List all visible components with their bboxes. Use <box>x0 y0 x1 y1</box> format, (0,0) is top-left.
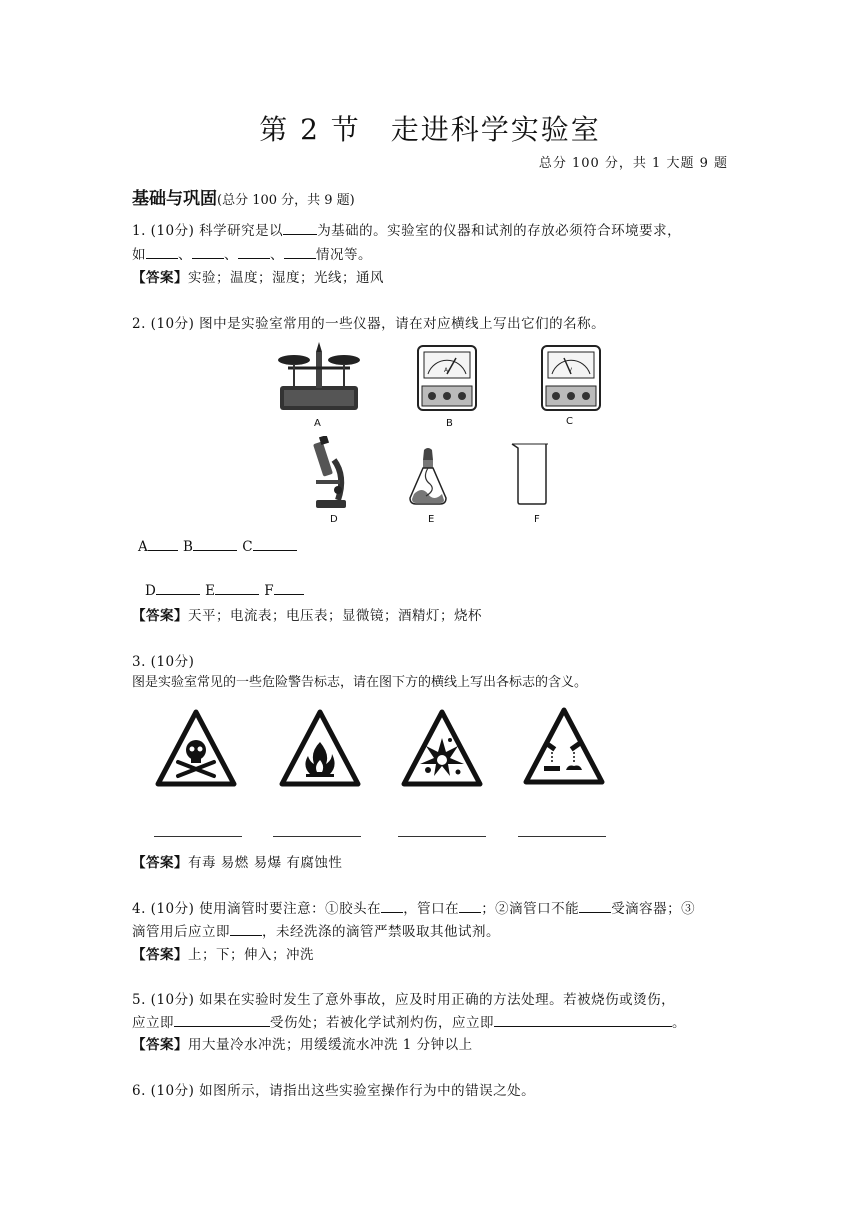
ammeter-figure <box>414 342 480 414</box>
beaker-figure <box>508 440 552 508</box>
figure-label: D <box>330 514 338 525</box>
blank[interactable] <box>148 538 178 551</box>
q1-line1: 1. (10分) 科学研究是以 为基础的。实验室的仪器和试剂的存放必须符合环境要求， <box>132 223 682 239</box>
section-subtitle: (总分 100 分，共 9 题) <box>217 193 355 208</box>
blank[interactable] <box>284 246 316 259</box>
blank[interactable] <box>174 1014 270 1027</box>
q3-instruction: 图是实验室常见的一些危险警告标志，请在图下方的横线上写出各标志的含义。 <box>132 675 588 690</box>
figure-label: B <box>446 418 453 429</box>
flammable-sign-icon <box>278 708 362 788</box>
q1-line2: 如 、 、 、 情况等。 <box>132 247 372 263</box>
q3-answer: 【答案】有毒 易燃 易爆 有腐蚀性 <box>132 855 343 871</box>
q4-line1: 4. (10分) 使用滴管时要注意：①胶头在 ，管口在 ；②滴管口不能 受滴容器；③ <box>132 901 696 917</box>
figure-label: C <box>566 416 573 427</box>
microscope-figure <box>308 436 352 512</box>
blank[interactable] <box>193 538 237 551</box>
blank[interactable] <box>238 246 270 259</box>
blank[interactable] <box>253 538 297 551</box>
svg-text:A: A <box>444 367 449 374</box>
blank[interactable] <box>154 836 242 837</box>
q2-text: 2. (10分) 图中是实验室常用的一些仪器，请在对应横线上写出它们的名称。 <box>132 316 606 332</box>
blank[interactable] <box>274 582 304 595</box>
blank[interactable] <box>494 1014 672 1027</box>
balance-figure <box>274 338 364 418</box>
q5-answer: 【答案】用大量冷水冲洗；用缓缓流水冲洗 1 分钟以上 <box>132 1037 473 1053</box>
q5-line1: 5. (10分) 如果在实验时发生了意外事故，应及时用正确的方法处理。若被烧伤或烫伤， <box>132 992 676 1008</box>
blank[interactable] <box>579 900 611 913</box>
total-score: 总分 100 分，共 1 大题 9 题 <box>538 156 728 171</box>
section-heading <box>132 184 355 209</box>
figure-label: E <box>428 514 435 525</box>
q2-row1: A B C <box>138 538 297 555</box>
svg-text:V: V <box>568 367 573 374</box>
blank[interactable] <box>518 836 606 837</box>
figure-label: A <box>314 418 321 429</box>
blank[interactable] <box>283 222 317 235</box>
voltmeter-figure <box>538 342 604 414</box>
q1-answer: 【答案】实验；温度；湿度；光线；通风 <box>132 270 384 286</box>
q6-text: 6. (10分) 如图所示，请指出这些实验室操作行为中的错误之处。 <box>132 1083 536 1099</box>
alcohol-lamp-figure <box>406 446 450 510</box>
blank[interactable] <box>192 246 224 259</box>
blank[interactable] <box>156 582 200 595</box>
q4-answer: 【答案】上；下；伸入；冲洗 <box>132 947 314 963</box>
explosive-sign-icon <box>400 708 484 788</box>
blank[interactable] <box>381 900 403 913</box>
blank[interactable] <box>398 836 486 837</box>
blank[interactable] <box>273 836 361 837</box>
q3-text: 3. (10分) <box>132 654 195 670</box>
corrosive-sign-icon <box>522 706 606 786</box>
blank[interactable] <box>459 900 481 913</box>
blank[interactable] <box>146 246 178 259</box>
toxic-sign-icon <box>154 708 238 788</box>
blank[interactable] <box>230 923 262 936</box>
q4-line2: 滴管用后应立即 ，未经洗涤的滴管严禁吸取其他试剂。 <box>132 924 500 940</box>
q2-answer: 【答案】天平；电流表；电压表；显微镜；酒精灯；烧杯 <box>132 608 482 624</box>
figure-label: F <box>534 514 540 525</box>
q5-line2: 应立即 受伤处；若被化学试剂灼伤，应立即 。 <box>132 1015 686 1031</box>
blank[interactable] <box>215 582 259 595</box>
page-title: 第 2 节 走进科学实验室 <box>259 113 601 146</box>
section-title: 基础与巩固 <box>132 189 217 209</box>
q2-row2: D E F <box>145 582 304 599</box>
